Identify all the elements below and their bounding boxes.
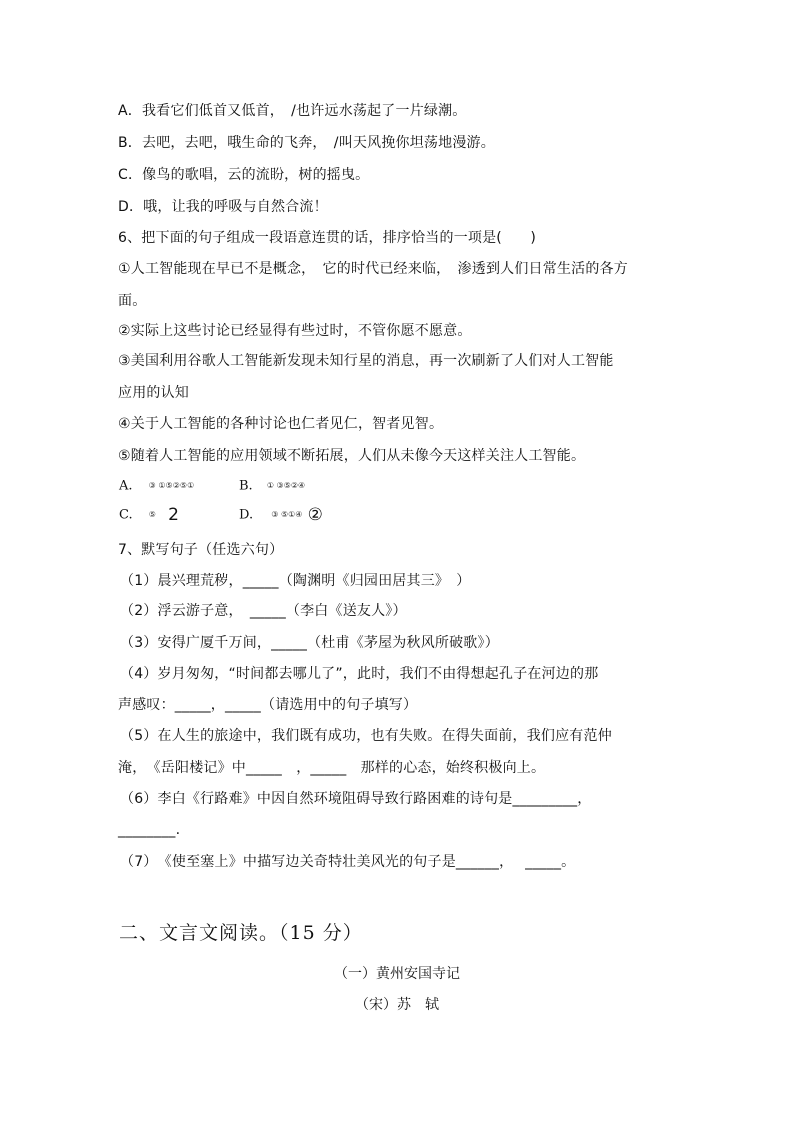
q6-option-d — [239, 507, 323, 524]
q5-option-c: C．像鸟的歌唱，云的流盼，树的摇曳。 — [118, 167, 370, 183]
q6-option-a-sequence: ③ ①⑤②⑤① — [148, 481, 195, 490]
q7-item-6-cont: ________. — [118, 822, 181, 838]
q6-option-c — [119, 507, 179, 524]
q6-option-d-digit: ② — [307, 505, 323, 525]
q6-option-b — [239, 478, 305, 495]
q7-item-1: （1）晨兴理荒秽，_____（陶渊明《归园田居其三》 ） — [120, 573, 471, 589]
q6-sentence-3: ③美国利用谷歌人工智能新发现未知行星的消息，再一次刷新了人们对人工智能 — [118, 353, 614, 369]
q5-option-a: A．我看它们低首又低首， /也许远水荡起了一片绿潮。 — [118, 103, 467, 119]
q5-option-d: D．哦，让我的呼吸与自然合流！ — [118, 199, 328, 215]
q6-option-b-sequence: ① ③⑤②④ — [266, 481, 306, 490]
q6-sentence-3-cont: 应用的认知 — [118, 385, 189, 401]
q7-item-5: （5）在人生的旅途中，我们既有成功，也有失败。在得失面前，我们应有范仲 — [120, 728, 612, 744]
q6-option-a-label: A. — [119, 478, 133, 494]
q7-item-2: （2）浮云游子意， _____（李白《送友人》） — [120, 603, 407, 619]
q7-item-4: （4）岁月匆匆，“时间都去哪儿了”，此时，我们不由得想起孔子在河边的那 — [120, 666, 599, 682]
q6-option-a — [119, 478, 194, 495]
q6-sentence-1: ①人工智能现在早已不是概念， 它的时代已经来临， 渗透到人们日常生活的各方 — [118, 261, 628, 277]
q6-option-d-label: D. — [239, 507, 254, 523]
q6-option-b-label: B. — [239, 478, 253, 494]
q5-option-b: B．去吧，去吧，哦生命的飞奔， /叫天风挽你坦荡地漫游。 — [118, 135, 495, 151]
q6-sentence-2: ②实际上这些讨论已经显得有些过时，不管你愿不愿意。 — [118, 323, 472, 339]
q6-sentence-4: ④关于人工智能的各种讨论也仁者见仁，智者见智。 — [118, 416, 444, 432]
passage-author: （宋）苏 轼 — [355, 997, 439, 1013]
q7-stem: 7、默写句子（任选六句） — [118, 542, 284, 558]
q7-item-7: （7） 《使至塞上》中描写边关奇特壮美风光的句子是______， _____。 — [120, 854, 576, 870]
q6-option-d-sequence: ③ ⑤①④ — [271, 510, 303, 519]
q6-option-c-digit: 2 — [168, 505, 179, 525]
passage-title: （一）黄州安国寺记 — [334, 966, 460, 982]
q7-item-6: （6）李白《行路难》中因自然环境阻碍导致行路困难的诗句是_________， — [120, 791, 592, 807]
q6-option-c-sequence: ⑤ — [148, 510, 156, 519]
q7-item-4-cont: 声感叹：_____，_____（请选用中的句子填写） — [118, 697, 418, 713]
q6-sentence-1-cont: 面。 — [118, 293, 147, 309]
q7-item-3: （3）安得广厦千万间，_____（杜甫《茅屋为秋风所破歌》） — [120, 635, 499, 651]
q6-option-c-label: C. — [119, 507, 133, 523]
section-heading: 二、文言文阅读。（15 分） — [119, 922, 363, 944]
q6-sentence-5: ⑤随着人工智能的应用领域不断拓展，人们从未像今天这样关注人工智能。 — [118, 448, 586, 464]
q6-stem: 6、把下面的句子组成一段语意连贯的话，排序恰当的一项是( ) — [118, 230, 537, 246]
q7-item-5-cont: 淹， 《岳阳楼记》中_____ ，_____ 那样的心态，始终积极向上。 — [118, 760, 546, 776]
